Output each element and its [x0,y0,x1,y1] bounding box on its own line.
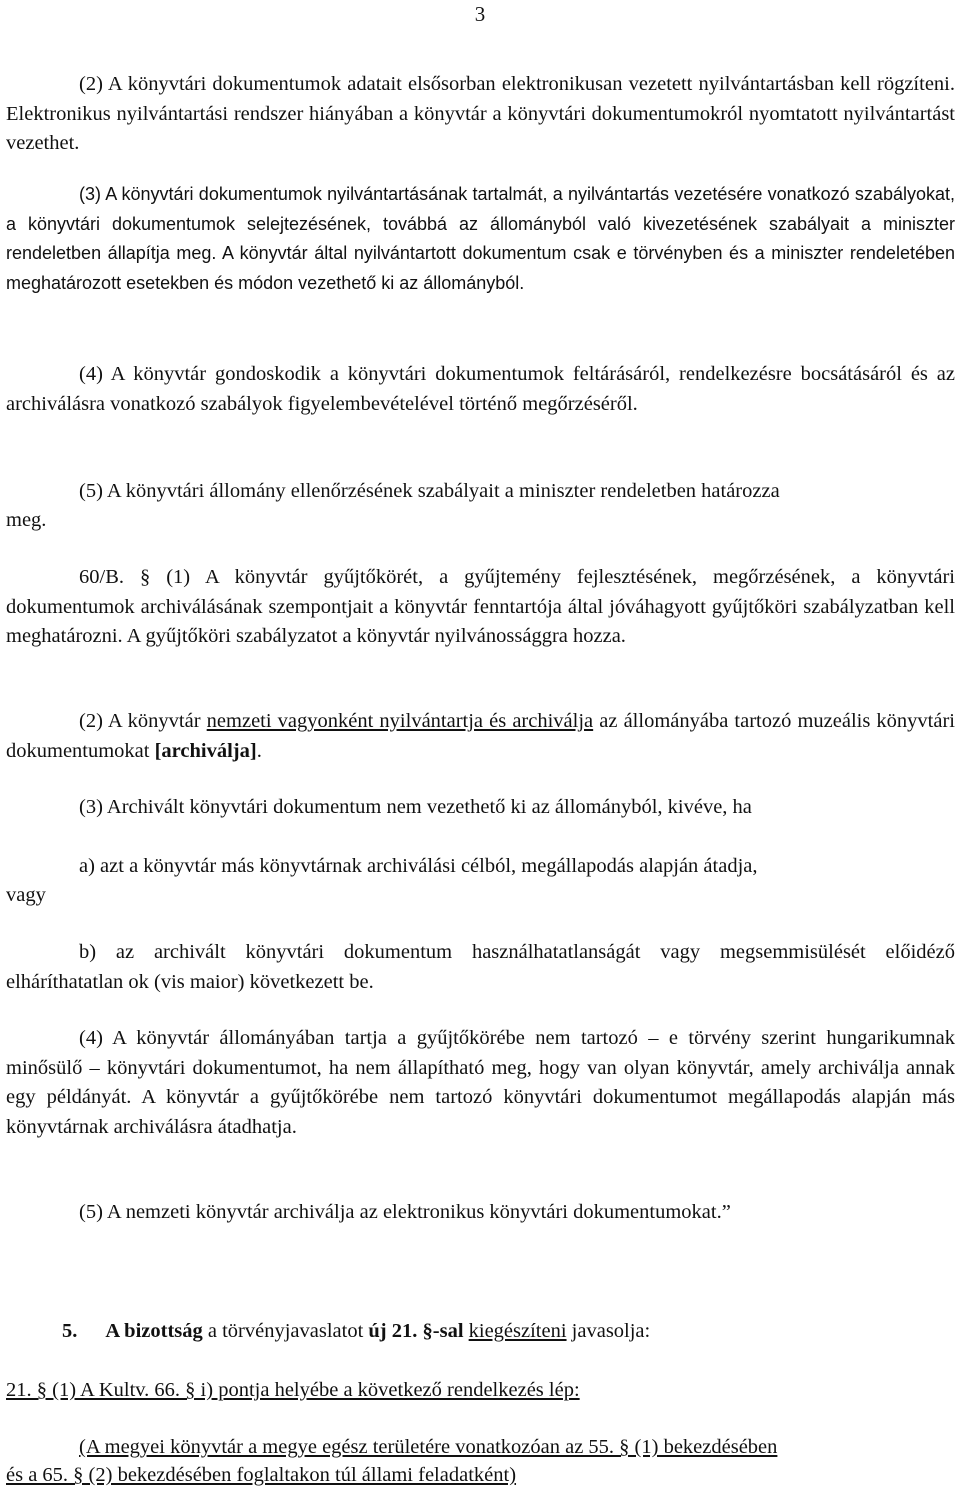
section-60b-2: (2) A könyvtár nemzeti vagyonként nyilvántartja és archiválja az állományába tartozó muzeális könyvtári dokumentumokat [archiválja]. [6,710,956,762]
section-60b-3a-line-2: vagy [6,884,46,906]
proposal-heading: 5. A bizottság a törvényjavaslatot új 21. §-sal kiegészíteni javasolja: [62,1320,651,1342]
proposal-section-line: 21. § (1) A Kultv. 66. § i) pontja helyébe a következő rendelkezés lép: [6,1379,580,1401]
paragraph-3: (3) A könyvtári dokumentumok nyilvántartásának tartalmát, a nyilvántartás vezetésére vonatkozó szabályokat, a könyvtári dokumentumok selejtezésének, továbbá az állományból való kivezetésének szabályait a miniszter rendeletben állapítja meg. A könyvtár által nyilvántartott dokumentum csak e törvényben és a miniszter rendeletében meghatározott esetekben és módon vezethető ki az állományból. [6,184,955,293]
section-60b-3a-line-1: a) azt a könyvtár más könyvtárnak archiválási célból, megállapodás alapján átadja, [79,855,758,877]
amendment-underlined-text: nemzeti vagyonként nyilvántartja és archiválja [206,710,594,732]
section-60b-4: (4) A könyvtár állományában tartja a gyűjtőkörébe nem tartozó – e törvény szerint hungarikumnak minősülő – könyvtári dokumentumot, ha nem állapítható meg, hogy van olyan könyvtár, amely archiválja annak egy példányát. A könyvtár a gyűjtőkörébe nem tartozó könyvtári dokumentumot megállapodás alapján más könyvtárnak archiválásra átadhatja. [6,1027,955,1138]
proposal-number: 5. [62,1320,78,1342]
proposal-action-underlined: kiegészíteni [468,1320,567,1342]
page-number: 3 [474,2,486,26]
section-60b-3: (3) Archivált könyvtári dokumentum nem vezethető ki az állományból, kivéve, ha [79,796,752,818]
paragraph-2: (2) A könyvtári dokumentumok adatait elsősorban elektronikusan vezetett nyilvántartásban kell rögzíteni. Elektronikus nyilvántartási rendszer hiányában a könyvtár a könyvtári dokumentumokról nyomtatott nyilvántartást vezethet. [6,73,955,154]
proposal-quote-line-2: és a 65. § (2) bekezdésében foglaltakon túl állami feladatként) [6,1464,517,1486]
paragraph-5-line-1: (5) A könyvtári állomány ellenőrzésének szabályait a miniszter rendeletben határozza [79,480,780,502]
section-60b-1: 60/B. § (1) A könyvtár gyűjtőkörét, a gyűjtemény fejlesztésének, megőrzésének, a könyvtári dokumentumok archiválásának szempontjait a könyvtár fenntartója által jóváhagyott gyűjtőköri szabályzatban kell meghatározni. A gyűjtőköri szabályzatot a könyvtár nyilvánossággra hozza. [6,566,955,647]
section-60b-5: (5) A nemzeti könyvtár archiválja az elektronikus könyvtári dokumentumokat.” [79,1201,731,1223]
paragraph-4: (4) A könyvtár gondoskodik a könyvtári dokumentumok feltárásáról, rendelkezésre bocsátásáról és az archiválásra vonatkozó szabályok figyelembevételével történő megőrzéséről. [6,363,955,415]
paragraph-5-line-2: meg. [6,509,47,531]
deleted-text-bracketed: [archiválja] [154,739,257,762]
proposal-quote-line-1: (A megyei könyvtár a megye egész területére vonatkozóan az 55. § (1) bekezdésében [79,1436,778,1458]
section-60b-3b: b) az archivált könyvtári dokumentum használhatatlanságát vagy megsemmisülését előidéző elháríthatatlan ok (vis maior) következett be. [6,941,955,993]
